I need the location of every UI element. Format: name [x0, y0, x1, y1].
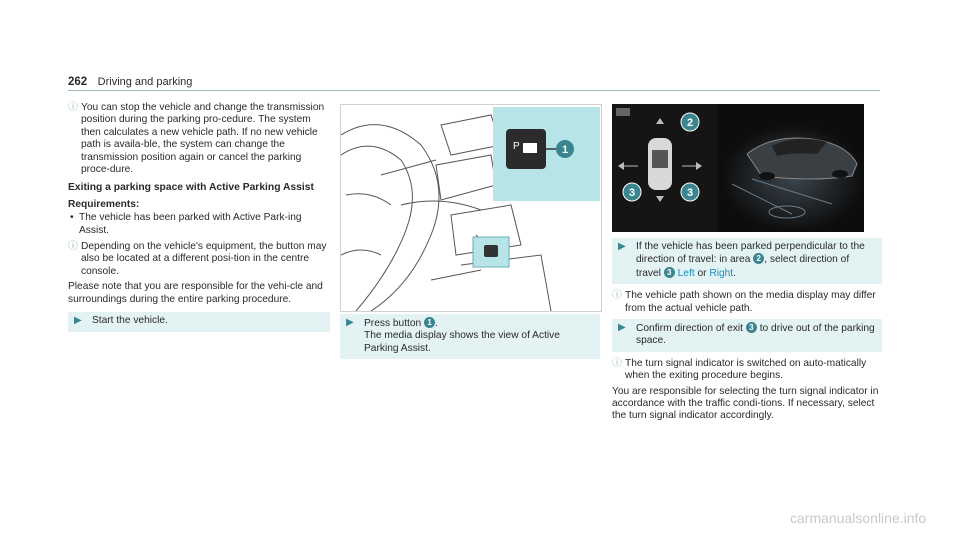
callout-badge: 3 — [628, 187, 636, 199]
note: ⓘ The vehicle path shown on the media display may differ from the actual vehicle path. — [612, 290, 876, 314]
note: ⓘ You can stop the vehicle and change the transmission position during the parking pro-cedure. The system then calculates a new vehicle path. If no new vehicle path is availa-ble, the system can change the transmission position again or cancel the parking proce-dure. — [68, 102, 325, 176]
callout-badge: 1 — [561, 144, 569, 156]
arrow-right-icon: ▶ — [618, 322, 626, 334]
right-option[interactable]: Right — [709, 267, 734, 279]
instruction-step: ▶ Start the vehicle. — [68, 312, 330, 331]
arrow-right-icon: ▶ — [346, 317, 354, 328]
arrow-right-icon: ▶ — [618, 241, 626, 252]
info-icon: ⓘ — [612, 357, 622, 369]
column-3 — [612, 104, 882, 429]
paragraph: You are responsible for selecting the turn signal indicator in accordance with the traffic condi-tions. If necessary, select the turn signal indicator accordingly. — [612, 385, 879, 422]
callout-badge: 2 — [753, 253, 764, 264]
column-1 — [68, 102, 330, 338]
callout-badge: 1 — [424, 317, 435, 328]
paragraph: Please note that you are responsible for the vehi-cle and surroundings during the entire parking procedure. — [68, 281, 323, 305]
instruction-step: ▶ If the vehicle has been parked perpendicular to the direction of travel: in area 2 , select direction of travel 3 Left or Right. — [612, 238, 882, 284]
instruction-step: ▶ Press button 1 . The media display shows the view of Active Parking Assist. — [340, 314, 600, 359]
page-header — [68, 72, 880, 91]
requirement-item: • The vehicle has been parked with Active Park-ing Assist. — [70, 212, 302, 236]
callout-badge: 2 — [686, 117, 694, 129]
instruction-step: ▶ Confirm direction of exit 3 to drive out of the parking space. — [612, 319, 882, 352]
left-option[interactable]: Left — [677, 267, 695, 279]
watermark: carmanualsonline.info — [790, 510, 927, 526]
note: ⓘ The turn signal indicator is switched on auto-matically when the exiting procedure begins. — [612, 357, 867, 382]
note: ⓘ Depending on the vehicle's equipment, the button may also be located at a different posi-tion in the centre console. — [68, 241, 327, 277]
page-number: 262 — [68, 76, 88, 88]
svg-text:P: P — [513, 141, 520, 152]
requirements-label: Requirements: — [68, 198, 140, 210]
column-2 — [340, 104, 600, 365]
section-title: Driving and parking — [97, 76, 193, 88]
section-heading: Exiting a parking space with Active Parking Assist — [68, 182, 314, 194]
callout-badge: 3 — [664, 267, 675, 278]
arrow-right-icon: ▶ — [74, 315, 82, 327]
info-icon: ⓘ — [68, 102, 78, 113]
callout-badge: 3 — [746, 322, 757, 333]
info-icon: ⓘ — [612, 290, 622, 302]
info-icon: ⓘ — [68, 241, 78, 253]
bullet-icon: • — [70, 212, 74, 224]
callout-badge: 3 — [686, 187, 694, 199]
